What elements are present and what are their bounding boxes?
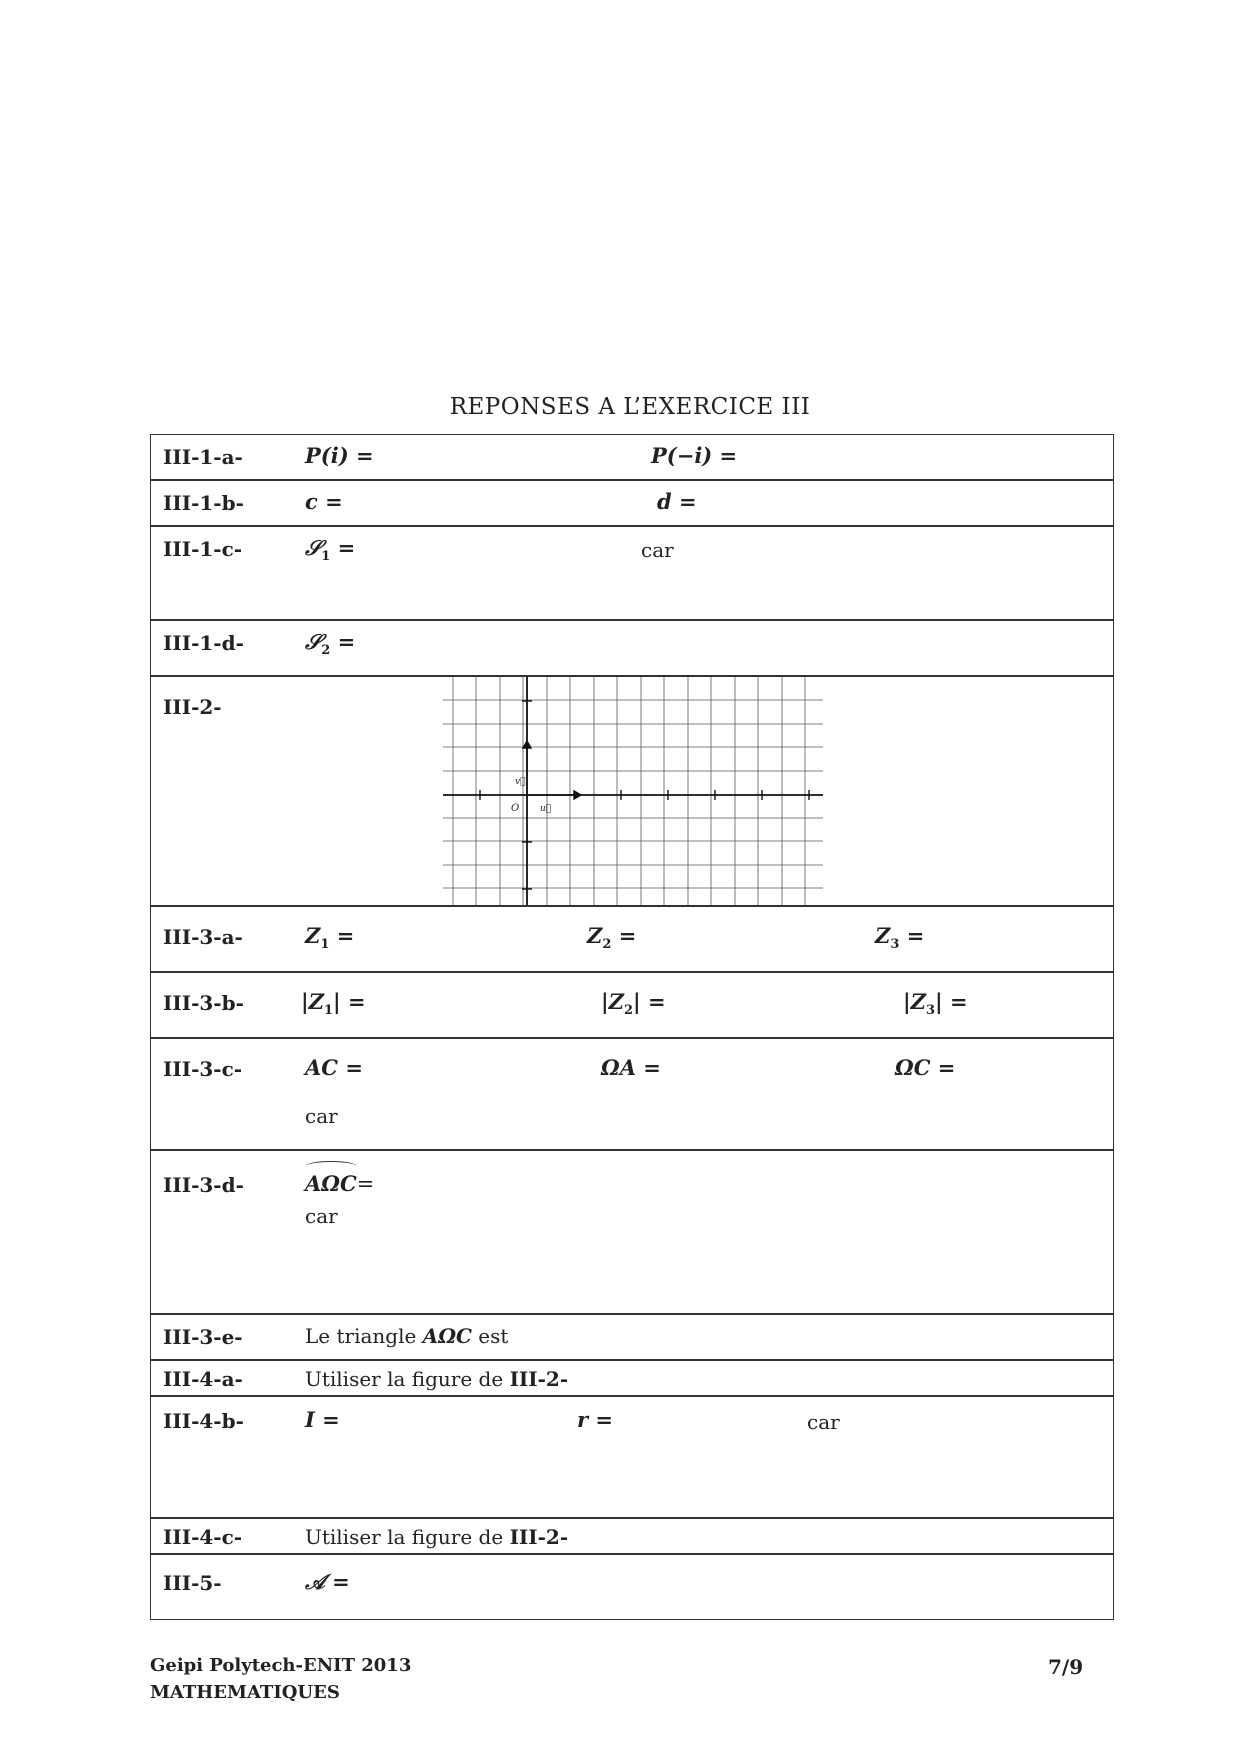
v-vector-label: v⃗ <box>515 777 526 787</box>
row-label: III-3-a- <box>163 925 243 949</box>
origin-label: O <box>511 803 520 814</box>
subscript: 1 <box>320 937 330 953</box>
set-symbol: 𝒮 <box>305 535 322 560</box>
instruction-text <box>305 1367 568 1391</box>
row-label: III-4-a- <box>163 1367 243 1391</box>
z-symbol: Z <box>587 923 603 948</box>
answer-field-Z3[interactable] <box>875 923 924 952</box>
because-label: car <box>305 1204 338 1228</box>
row-label: III-3-d- <box>163 1173 244 1197</box>
equals-sign: | = <box>633 989 666 1014</box>
u-vector-label: u⃗ <box>540 804 552 814</box>
because-label: car <box>641 538 674 562</box>
answer-field-c[interactable]: c = <box>305 489 343 514</box>
instruction-text <box>305 1525 568 1549</box>
answer-row-III-3-b <box>150 972 1114 1038</box>
answer-field-S1[interactable] <box>305 535 355 564</box>
instruction-prefix: Utiliser la figure de <box>305 1367 510 1391</box>
answer-row-III-1-a <box>150 434 1114 480</box>
subscript: 1 <box>323 1003 334 1019</box>
z-symbol: Z <box>875 923 891 948</box>
answer-field-P-minus-i[interactable]: P(−i) = <box>651 443 738 468</box>
answer-field-S2[interactable] <box>305 629 355 658</box>
subscript: 2 <box>321 643 331 659</box>
angle-with-hat <box>305 1171 357 1196</box>
row-label: III-3-e- <box>163 1325 243 1349</box>
answer-field-omega-C[interactable]: ΩC = <box>895 1055 956 1080</box>
angle-name: AΩC <box>305 1171 357 1196</box>
answer-field-area[interactable]: 𝒜 = <box>305 1569 350 1594</box>
answer-field-d[interactable]: d = <box>657 489 697 514</box>
row-label: III-1-c- <box>163 537 243 561</box>
answer-row-III-3-c <box>150 1038 1114 1150</box>
modulus-symbol: |Z <box>903 989 926 1014</box>
row-label: III-4-c- <box>163 1525 243 1549</box>
because-label: car <box>305 1104 338 1128</box>
equals-sign: = <box>330 629 356 654</box>
equals-sign: = <box>329 923 355 948</box>
subscript: 3 <box>925 1003 936 1019</box>
answer-row-III-4-b <box>150 1396 1114 1518</box>
row-label: III-2- <box>163 695 222 719</box>
answer-field-Z2[interactable] <box>587 923 636 952</box>
answer-row-III-2 <box>150 676 1114 906</box>
statement-text: Le triangle <box>305 1324 423 1348</box>
modulus-symbol: |Z <box>601 989 624 1014</box>
row-label: III-1-a- <box>163 445 243 469</box>
answer-row-III-1-d <box>150 620 1114 676</box>
page-number: 7/9 <box>1048 1655 1084 1679</box>
instruction-prefix: Utiliser la figure de <box>305 1525 510 1549</box>
answer-row-III-1-b <box>150 480 1114 526</box>
answer-field-omega-A[interactable]: ΩA = <box>601 1055 661 1080</box>
answer-row-III-3-e <box>150 1314 1114 1360</box>
subscript: 3 <box>890 937 900 953</box>
grid-lines <box>443 677 823 905</box>
equals-sign: = <box>356 1172 375 1196</box>
subscript: 2 <box>623 1003 634 1019</box>
z-symbol: Z <box>305 923 321 948</box>
answer-field-modulus-Z2[interactable] <box>601 989 666 1018</box>
equals-sign: = <box>899 923 925 948</box>
row-label: III-3-c- <box>163 1057 243 1081</box>
modulus-symbol: |Z <box>301 989 324 1014</box>
figure-reference: III-2- <box>509 1367 569 1391</box>
row-label: III-4-b- <box>163 1409 244 1433</box>
row-label: III-1-b- <box>163 491 244 515</box>
answer-row-III-4-a <box>150 1360 1114 1396</box>
answer-row-III-1-c <box>150 526 1114 620</box>
equals-sign: = <box>330 535 356 560</box>
triangle-name: AΩC <box>422 1324 472 1348</box>
figure-reference: III-2- <box>509 1525 569 1549</box>
answer-field-I[interactable]: I = <box>305 1407 340 1432</box>
page-title: REPONSES A L’EXERCICE III <box>449 394 811 420</box>
equals-sign: = <box>611 923 637 948</box>
answer-row-III-5 <box>150 1554 1114 1620</box>
answer-field-modulus-Z1[interactable] <box>301 989 366 1018</box>
footer-subject: MATHEMATIQUES <box>150 1682 340 1703</box>
coordinate-grid-figure[interactable] <box>443 677 823 905</box>
angle-hat <box>305 1161 357 1172</box>
row-label: III-1-d- <box>163 631 244 655</box>
subscript: 1 <box>321 549 331 565</box>
unit-vectors <box>523 741 581 799</box>
because-label: car <box>807 1410 840 1434</box>
answer-field-Z1[interactable] <box>305 923 354 952</box>
answer-row-III-3-a <box>150 906 1114 972</box>
triangle-statement[interactable] <box>305 1324 508 1348</box>
answer-field-P-i[interactable]: P(i) = <box>305 443 374 468</box>
answer-field-modulus-Z3[interactable] <box>903 989 968 1018</box>
answer-row-III-4-c <box>150 1518 1114 1554</box>
set-symbol: 𝒮 <box>305 629 322 654</box>
statement-text-end: est <box>471 1324 509 1348</box>
footer-school: Geipi Polytech-ENIT 2013 <box>150 1655 412 1676</box>
answer-row-III-3-d <box>150 1150 1114 1314</box>
answer-field-r[interactable]: r = <box>577 1407 613 1432</box>
answer-field-angle[interactable] <box>305 1171 374 1196</box>
equals-sign: | = <box>333 989 366 1014</box>
answer-field-AC[interactable]: AC = <box>305 1055 363 1080</box>
subscript: 2 <box>602 937 612 953</box>
equals-sign: | = <box>935 989 968 1014</box>
row-label: III-5- <box>163 1571 222 1595</box>
row-label: III-3-b- <box>163 991 244 1015</box>
